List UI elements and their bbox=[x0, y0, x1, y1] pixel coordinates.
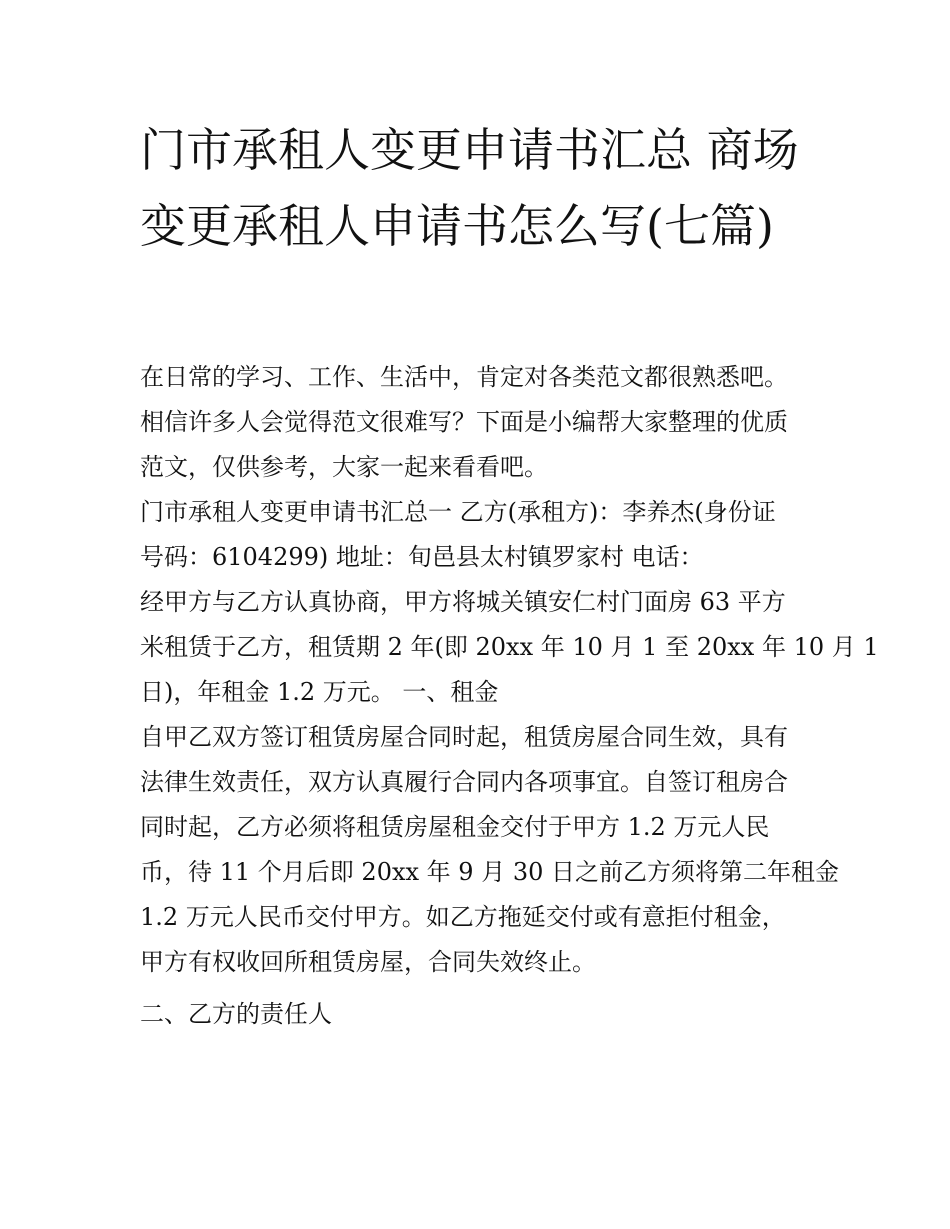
document-body bbox=[140, 355, 879, 1037]
body-line: 在日常的学习、工作、生活中，肯定对各类范文都很熟悉吧。 bbox=[140, 363, 788, 391]
body-line: 米租赁于乙方，租赁期 2 年(即 20xx 年 10 月 1 至 20xx 年 10 月 1 bbox=[140, 633, 879, 661]
body-line: 同时起，乙方必须将租赁房屋租金交付于甲方 1.2 万元人民 bbox=[140, 813, 770, 841]
body-line: 号码：6104299) 地址：旬邑县太村镇罗家村 电话： bbox=[140, 543, 704, 571]
body-line: 日)，年租金 1.2 万元。 一、租金 bbox=[140, 678, 499, 706]
document-title: 门市承租人变更申请书汇总 商场变更承租人申请书怎么写(七篇) bbox=[140, 123, 799, 253]
body-line: 相信许多人会觉得范文很难写？下面是小编帮大家整理的优质 bbox=[140, 408, 788, 436]
body-line: 经甲方与乙方认真协商，甲方将城关镇安仁村门面房 63 平方 bbox=[140, 588, 786, 616]
body-line: 甲方有权收回所租赁房屋，合同失效终止。 bbox=[140, 948, 596, 976]
body-line: 法律生效责任，双方认真履行合同内各项事宜。自签订租房合 bbox=[140, 768, 788, 796]
body-line: 自甲乙双方签订租赁房屋合同时起，租赁房屋合同生效，具有 bbox=[140, 723, 788, 751]
body-line: 1.2 万元人民币交付甲方。如乙方拖延交付或有意拒付租金， bbox=[140, 903, 786, 931]
section-heading: 二、乙方的责任人 bbox=[140, 1000, 332, 1028]
body-line: 门市承租人变更申请书汇总一 乙方(承租方)：李养杰(身份证 bbox=[140, 498, 776, 526]
body-line: 范文，仅供参考，大家一起来看看吧。 bbox=[140, 453, 548, 481]
body-line: 币，待 11 个月后即 20xx 年 9 月 30 日之前乙方须将第二年租金 bbox=[140, 858, 839, 886]
